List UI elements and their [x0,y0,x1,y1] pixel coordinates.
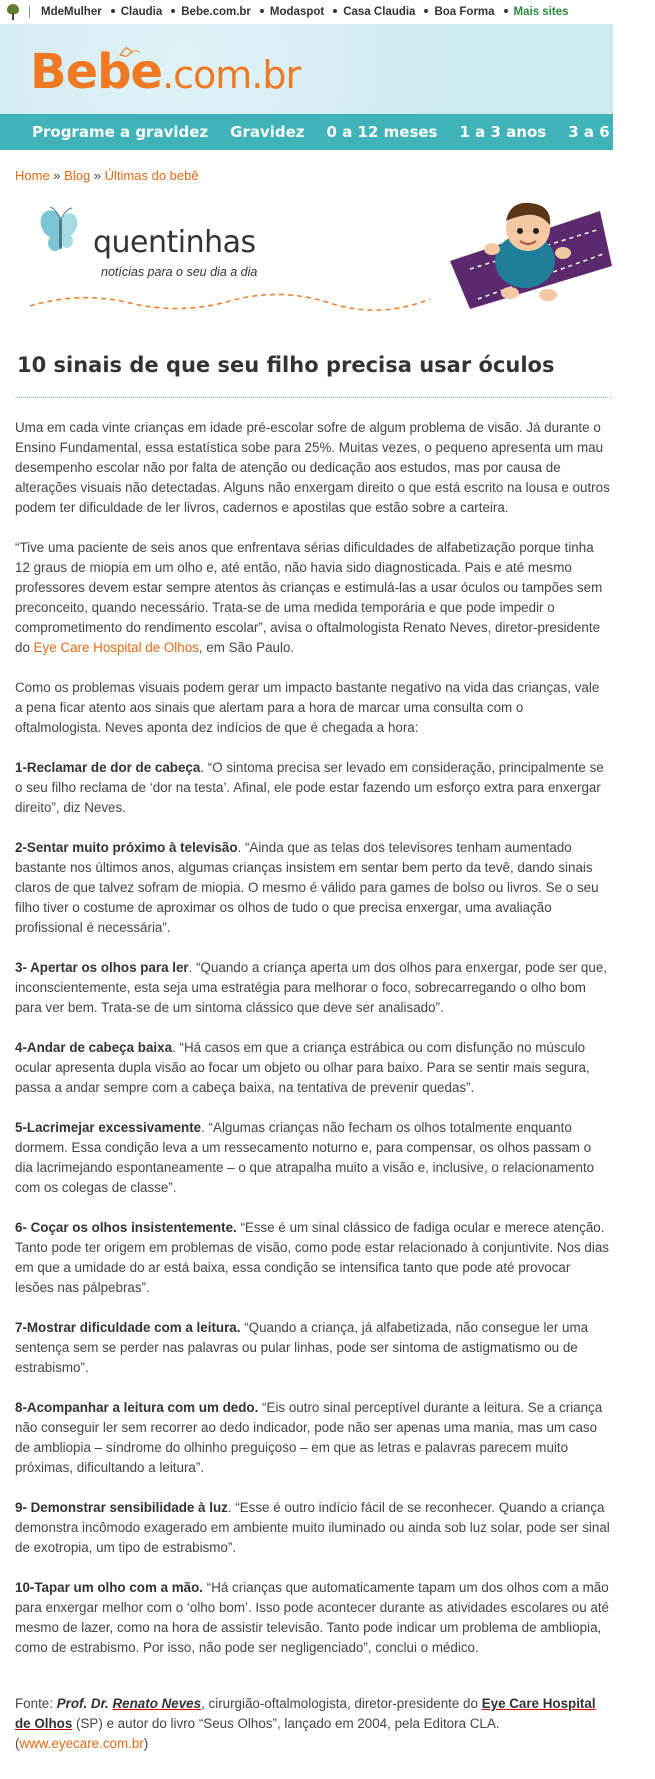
paragraph-text: “Tive uma paciente de seis anos que enfrentava sérias dificuldades de alfabetização porque tinha 12 graus de miopia em um olho e, até então, não havia sido diagnosticada. Pais e até mesmo professores devem estar sempre atentos às crianças e estimulá-las a usar óculos ou tampões sem preconceito, quando necessário. Trata-se de uma medida temporária e que pode impedir o comprometimento do rendimento escolar”, avisa o oftalmologista Renato Neves, diretor-presidente do [15,540,603,655]
sign-title: 9- Demonstrar sensibilidade à luz [15,1500,228,1515]
butterfly-icon [37,207,81,251]
sign-8 [15,1398,610,1478]
bullet-icon [111,9,115,13]
sign-text: . “Quando a criança aperta um dos olhos para enxergar, pode ser que, inconscientemente, esta seja uma estratégia para melhorar o foco, sobrecarregando o olho bom para ver bem. Trata-se de um sintoma clássico que deve ser analisado”. [15,960,607,1015]
site-link-bebe[interactable]: Bebe.com.br [181,6,251,18]
sign-text: “Quando a criança, já alfabetizada, não consegue ler uma sentença sem se perder nas palavras ou pular linhas, pode ser sintoma de astigmatismo ou de estrabismo”. [15,1320,589,1375]
sign-title: 2-Sentar muito próximo à televisão [15,840,238,855]
separator: | [28,6,31,18]
site-link-mdemulher[interactable]: MdeMulher [41,6,102,18]
blog-banner [0,191,613,321]
sign-7 [15,1318,610,1378]
article-title: 10 sinais de que seu filho precisa usar óculos [17,353,555,377]
paragraph: Uma em cada vinte crianças em idade pré-escolar sofre de algum problema de visão. Já durante o Ensino Fundamental, essa estatística sobe para 25%. Muitas vezes, o pequeno apresenta um mau desempenho escolar não por falta de atenção ou dedicação aos estudos, mas por causa de alterações visuais não detectadas. Alguns não enxergam direito o que está escrito na lousa e outros podem ter dificuldade de ler livros, cadernos e apostilas que estão sobre a carteira. [15,420,610,515]
doctor-prefix: Prof. Dr. [56,1696,113,1711]
sign-text: . “O sintoma precisa ser levado em consideração, principalmente se o seu filho reclama de ‘dor na testa’. Afinal, ele pode estar fazendo um esforço extra para enxergar direito”, diz Neves. [15,760,604,815]
paragraph-text: , em São Paulo. [198,640,295,655]
sign-text: . “Algumas crianças não fecham os olhos totalmente enquanto dormem. Essa condição leva a um ressecamento noturno e, para compensar, os olhos passam o dia lacrimejando espontaneamente – o que atrapalha muito a visão e, inclusive, o relacionamento com os colegas de classe”. [15,1120,595,1195]
source-note: Fonte: Prof. Dr. Renato Neves, cirurgião-oftalmologista, diretor-presidente do Eye Care Hospital de Olhos (SP) e autor do livro “Seus Olhos”, lançado em 2004, pela Editora CLA. (www.eyecare.com.br) [15,1696,596,1751]
sign-text: “Eis outro sinal perceptível durante a leitura. Se a criança não conseguir ler sem recorrer ao dedo indicador, pode não ser apenas uma mania, mas um caso de ambliopia – síndrome do olhinho preguiçoso – em que as letras e palavras parecem muito próximas, dificultando a leitura”. [15,1400,603,1475]
site-link-claudia[interactable]: Claudia [120,6,163,18]
main-nav [0,114,655,150]
sign-title: 1-Reclamar de dor de cabeça [15,760,201,775]
paragraph: Como os problemas visuais podem gerar um impacto bastante negativo na vida das crianças, vale a pena ficar atento aos sinais que alertam para a hora de marcar uma consulta com o oftalmologista. Neves aponta dez indícios de que é chegada a hora: [15,680,600,735]
sign-4 [15,1038,610,1098]
site-link-boa-forma[interactable]: Boa Forma [434,6,495,18]
breadcrumb-home[interactable]: Home [15,168,50,183]
sign-title: 6- Coçar os olhos insistentemente. [15,1220,237,1235]
breadcrumb [0,150,613,183]
sign-title: 3- Apertar os olhos para ler [15,960,189,975]
sign-10 [15,1578,610,1658]
sign-text: . “Esse é outro indício fácil de se reconhecer. Quando a criança demonstra incômodo exagerado em ambiente muito iluminado ou ainda sob luz solar, pode ser sinal de exotropia, um tipo de estrabismo”. [15,1500,610,1555]
banner-subtitle: notícias para o seu dia a dia [101,265,258,279]
sign-title: 10-Tapar um olho com a mão. [15,1580,204,1595]
nav-0-12-meses[interactable]: 0 a 12 meses [326,123,438,141]
breadcrumb-current[interactable]: Últimas do bebê [104,168,199,183]
breadcrumb-sep: » [49,168,65,183]
site-logo[interactable] [30,44,300,100]
sign-text: “Esse é um sinal clássico de fadiga ocular e merece atenção. Tanto pode ter origem em problemas de visão, como pode estar relacionado à conjuntivite. Nos dias em que a umidade do ar está baixa, essa condição se intensifica tanto que pode até provocar lesões nas pálpebras”. [15,1220,609,1295]
bullet-icon [333,9,337,13]
logo-suffix: .com.br [162,53,301,97]
eyecare-website-link[interactable]: www.eyecare.com.br [19,1736,144,1751]
source-label: Fonte: [15,1696,57,1711]
sign-9 [15,1498,610,1558]
bullet-icon [260,9,264,13]
sign-1 [15,758,610,818]
sign-title: 5-Lacrimejar excessivamente [15,1120,202,1135]
sign-2 [15,838,610,938]
article-body [0,398,610,1754]
site-link-modaspot[interactable]: Modaspot [269,6,325,18]
breadcrumb-sep: » [90,168,105,183]
sign-6 [15,1218,610,1298]
sign-title: 7-Mostrar dificuldade com a leitura. [15,1320,241,1335]
kite-icon [118,46,142,58]
sign-title: 8-Acompanhar a leitura com um dedo. [15,1400,259,1415]
nav-1-3-anos[interactable]: 1 a 3 anos [459,123,547,141]
nav-3-6-anos[interactable]: 3 a 6 anos [568,123,655,141]
sign-3 [15,958,610,1018]
sign-text: . “Há casos em que a criança estrábica ou com disfunção no músculo ocular apresenta dupla visão ao focar um objeto ou olhar para baixo. Para se sentir mais segura, passa a andar sempre com a cabeça baixa, na tentativa de prevenir quedas”. [15,1040,590,1095]
bullet-icon [171,9,175,13]
eye-care-link[interactable]: Eye Care Hospital de Olhos [33,640,199,655]
source-text: (SP) e autor do livro “Seus Olhos”, lançado em 2004, pela Editora CLA. [72,1716,500,1731]
sign-title: 4-Andar de cabeça baixa [15,1040,173,1055]
doctor-name: Renato Neves [112,1696,202,1711]
bullet-icon [504,9,508,13]
banner-title: quentinhas [93,225,256,260]
site-header [0,24,613,114]
hospital-name: Eye Care Hospital de Olhos [15,1696,596,1731]
logo-main: Bebe [30,44,163,100]
source-text: , cirurgião-oftalmologista, diretor-presidente do [201,1696,482,1711]
sign-text: . “Ainda que as telas dos televisores tenham aumentado bastante nos últimos anos, algumas crianças insistem em sentar bem perto da tevê, dando sinais claros de que talvez sofram de miopia. O mesmo é válido para games de bolso ou livros. Se o seu filho tiver o costume de aproximar os olhos de tudo o que precisa enxergar, uma avaliação profissional é necessária”. [15,840,599,935]
banner-illustration [0,191,613,321]
sign-text: “Há crianças que automaticamente tapam um dos olhos com a mão para enxergar melhor com o ‘olho bom’. Isso pode acontecer durante as atividades escolares ou até mesmo de lazer, como na hora de assistir televisão. Tanto pode indicar um problema de ambliopia, como de estrabismo. Por isso, não pode ser negligenciado”, conclui o médico. [15,1580,609,1655]
bullet-icon [424,9,428,13]
nav-gravidez[interactable]: Gravidez [230,123,305,141]
paragraph [15,538,610,658]
breadcrumb-blog[interactable]: Blog [64,168,91,183]
sign-5 [15,1118,610,1198]
site-link-casa-claudia[interactable]: Casa Claudia [343,6,416,18]
tree-logo-icon[interactable] [6,4,20,20]
nav-programe-gravidez[interactable]: Programe a gravidez [32,123,209,141]
network-bar [0,0,613,24]
more-sites-link[interactable]: Mais sites [513,6,569,18]
